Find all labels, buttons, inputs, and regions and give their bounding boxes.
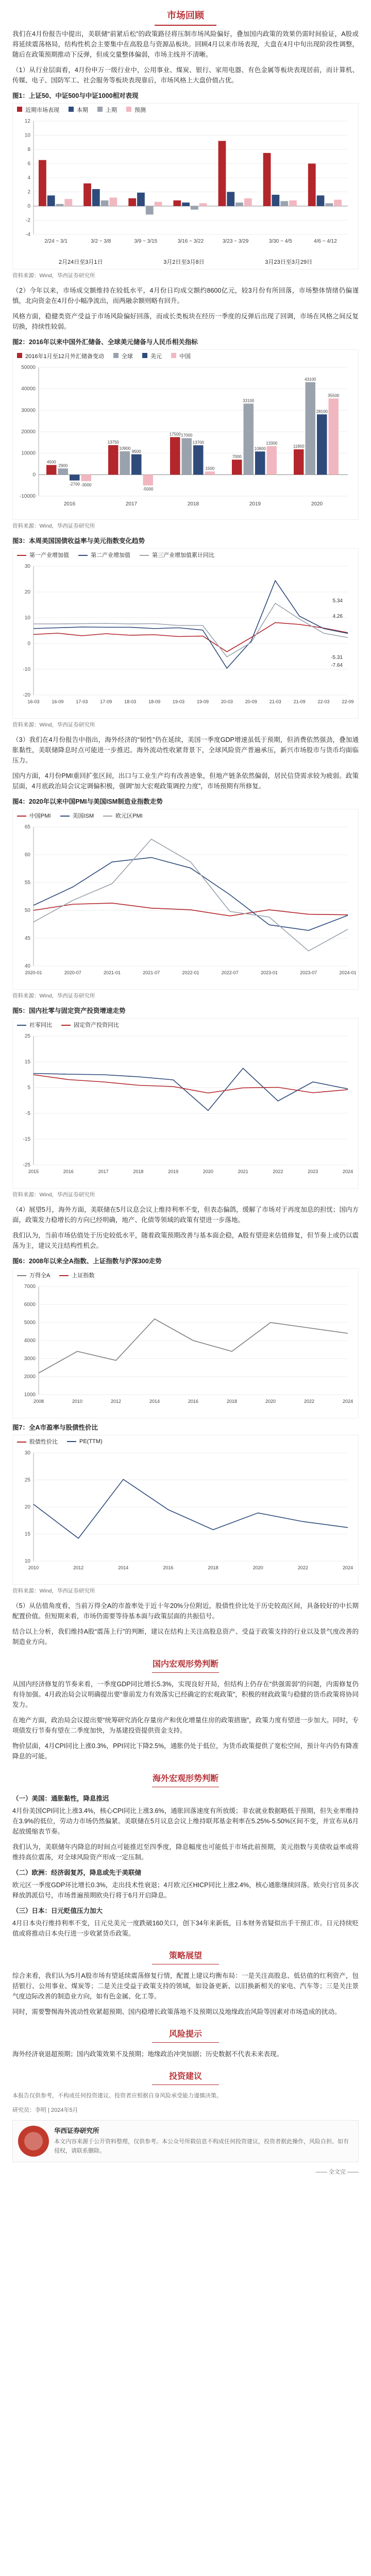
y-tick-label: 6 [27, 161, 30, 167]
bar [227, 192, 234, 207]
strategy-p1: 综合来看，我们认为5月A股市场有望延续震荡修复行情，配置上建议均衡布局：一是关注高股息、低估值的红利资产，包括银行、公用事业、煤炭等；二是关注受益于政策支持的领域，如设备更新、以旧换新相关的家电、汽车等；三是关注景气度边际改善的制造业方向，如有色金属、化工等。 [12, 1972, 359, 2000]
bar [120, 451, 130, 474]
y-tick-label: 2 [27, 189, 30, 195]
chart7-legend [13, 1435, 358, 1448]
y-tick-label: 0 [27, 204, 30, 209]
chart1-legend [13, 104, 358, 116]
fig3-source: 资料来源：Wind，华西证券研究所 [12, 722, 95, 728]
chart-1 [12, 103, 359, 269]
bar [39, 160, 46, 206]
y-tick-label: -10 [23, 667, 30, 672]
legend-item: 中国PMI [17, 811, 51, 820]
x-tick-label: 2019 [168, 1169, 179, 1174]
x-tick-label: 2022 [297, 1565, 308, 1570]
x-tick-label: 18-09 [148, 699, 161, 704]
x-tick-label: 2014 [118, 1565, 129, 1570]
y-tick-label: -5 [26, 1111, 30, 1116]
legend-item: 固定资产投资同比 [61, 1021, 119, 1029]
y-tick-label: 12 [24, 118, 30, 124]
bar [146, 206, 154, 215]
x-tick-label: 2014 [149, 1399, 160, 1404]
bar [170, 437, 180, 474]
y-tick-label: 30 [24, 564, 30, 569]
legend-item: 股债性价比 [17, 1437, 58, 1446]
section-title-risk: 风险提示 [12, 2027, 359, 2043]
overseas-p1: 4月份美国CPI同比上涨3.4%，核心CPI同比上涨3.6%，通胀回落速度有所放缓；非农就业数据略低于预期，但失业率维持在3.9%的低位，劳动力市场仍然偏紧。美联储在5月议息会议上维持联邦基金利率在5.25%-5.50%区间不变，并宣布从6月起放缓缩表节奏。 [12, 1807, 359, 1835]
x-tick-label: 2023 [308, 1169, 318, 1174]
x-tick-label: 2018 [133, 1169, 144, 1174]
x-tick-label: 17-09 [100, 699, 112, 704]
x-tick-label: 3/23 ~ 3/29 [222, 239, 249, 244]
x-tick-label: 3/16 ~ 3/22 [177, 239, 204, 244]
bar [267, 446, 277, 474]
x-tick-label: 2021-01 [103, 970, 121, 975]
annotation-label: -7.64 [331, 663, 343, 668]
bar [308, 164, 316, 207]
bar [317, 414, 327, 474]
x-tick-label: 2/24 ~ 3/1 [44, 239, 68, 244]
y-tick-label: 20000 [21, 429, 36, 435]
y-tick-label: 8 [27, 147, 30, 152]
y-tick-label: -4 [26, 232, 30, 238]
x-tick-label: 2020 [265, 1399, 276, 1404]
data-label: -5000 [143, 487, 154, 492]
x-tick-label: 2010 [72, 1399, 83, 1404]
y-tick-label: 2000 [24, 1374, 36, 1380]
series-line [33, 839, 348, 951]
legend-item: 本期 [69, 106, 88, 114]
bar [232, 460, 242, 474]
bar [131, 454, 142, 475]
overseas-subhead-3: （三）日本：日元贬值压力加大 [12, 1907, 103, 1914]
legend-item: 第三产业增加值累计同比 [140, 551, 214, 559]
bar [92, 189, 100, 206]
y-tick-label: 6000 [24, 1302, 36, 1308]
series-line [33, 857, 348, 930]
chart6-legend [13, 1269, 358, 1281]
chart-3 [12, 548, 359, 719]
y-tick-label: 25 [24, 1477, 30, 1483]
y-tick-label: 5 [27, 1085, 30, 1091]
y-tick-label: 25 [24, 1033, 30, 1039]
bar [263, 153, 271, 206]
chart1-svg [13, 116, 358, 255]
x-tick-label: 22-03 [317, 699, 330, 704]
bar [325, 204, 333, 207]
fig2-source: 资料来源：Wind，华西证券研究所 [12, 523, 95, 529]
section-title-disclaimer: 投资建议 [12, 2070, 359, 2085]
x-tick-label: 2022-01 [182, 970, 199, 975]
bar [306, 382, 316, 475]
y-tick-label: 3000 [24, 1356, 36, 1362]
bar [218, 141, 226, 207]
bar [81, 474, 92, 481]
fig4-title: 图4：2020年以来中国PMI与美国ISM制造业指数走势 [12, 798, 163, 805]
overseas-p3: 欧元区一季度GDP环比增长0.3%，走出技术性衰退；4月欧元区HICP同比上涨2.4%，核心通胀继续回落。欧央行官员多次释放鸽派信号，市场普遍预期欧央行将于6月开启降息。 [12, 1882, 359, 1899]
fig2-title: 图2：2016年以来中国外汇储备、全球美元储备与人民币相关指标 [12, 338, 198, 346]
legend-item: 中国 [171, 352, 191, 360]
x-tick-label: 19-09 [196, 699, 209, 704]
bar [244, 198, 252, 206]
bar [137, 193, 145, 206]
data-label: 13300 [266, 440, 278, 446]
series-line [33, 603, 348, 657]
x-tick-label: 2023-01 [260, 970, 278, 975]
x-tick-label: 2024-01 [339, 970, 357, 975]
fig7-title: 图7：全A市盈率与股债性价比 [12, 1424, 98, 1431]
fig5-title: 图5：国内社零与固定资产投资增速走势 [12, 1007, 126, 1014]
bar [101, 200, 109, 206]
bar [64, 199, 72, 206]
bar [83, 183, 91, 206]
x-tick-label: 22-09 [342, 699, 354, 704]
para1: （2）今年以来，市场成交额维持在较低水平，4月份日均成交额约8600亿元，较3月份有所回落，市场整体情绪仍偏谨慎，北向资金在4月份小幅净流出，而两融余额则略有回升。 [12, 287, 359, 304]
data-label: 4500 [46, 460, 56, 465]
data-label: 7000 [232, 454, 242, 460]
data-label: 43100 [305, 377, 316, 382]
data-label: 2900 [58, 463, 68, 468]
x-tick-label: 3/9 ~ 3/15 [134, 239, 158, 244]
x-tick-label: 2015 [28, 1169, 39, 1174]
y-tick-label: 1000 [24, 1392, 36, 1398]
x-tick-label: 16-09 [52, 699, 64, 704]
fig4-source: 资料来源：Wind，华西证券研究所 [12, 993, 95, 999]
legend-item: 社零同比 [17, 1021, 52, 1029]
x-tick-label: 20-03 [221, 699, 233, 704]
y-tick-label: 10000 [21, 450, 36, 456]
y-tick-label: 20 [24, 1504, 30, 1510]
bar [191, 206, 198, 210]
bar [255, 451, 265, 474]
x-tick-label: 2016 [63, 1169, 74, 1174]
legend-item: 上证指数 [59, 1271, 94, 1279]
data-label: 28100 [316, 409, 328, 414]
bar [173, 200, 181, 206]
data-label: 33100 [243, 398, 255, 403]
x-tick-label: 3/2 ~ 3/8 [91, 239, 111, 244]
x-tick-label: 2018 [226, 1399, 238, 1404]
bar [317, 195, 325, 206]
bar [272, 195, 280, 206]
x-tick-label: 2024 [342, 1565, 353, 1570]
y-tick-label: 0 [32, 472, 36, 478]
x-tick-label: 2016 [188, 1399, 199, 1404]
para7: （5）从估值角度看，当前万得全A的市盈率处于近十年20%分位附近，股债性价比处于历史较高区间，具备较好的中长期配置价值。但短期来看，市场仍需要等待基本面与政策层面的共振信号。 [12, 1602, 359, 1620]
x-tick-label: 2010 [28, 1565, 39, 1570]
chart1-group-label-1: 2月24日至3月1日 [58, 259, 103, 265]
annotation-label: -5.31 [331, 655, 343, 660]
bar [56, 204, 64, 206]
x-tick-label: 2022-07 [221, 970, 239, 975]
y-tick-label: 7000 [24, 1284, 36, 1290]
x-tick-label: 2018 [187, 501, 199, 507]
y-tick-label: 45 [24, 936, 30, 941]
bar [235, 202, 243, 206]
fig5-source: 资料来源：Wind，华西证券研究所 [12, 1192, 95, 1198]
data-label: 9500 [131, 449, 141, 454]
y-tick-label: 10 [24, 1558, 30, 1564]
bar [289, 200, 297, 206]
x-tick-label: 3/30 ~ 4/5 [268, 239, 292, 244]
bar [108, 445, 119, 474]
bar [205, 471, 215, 474]
overseas-p4: 4月日本央行维持利率不变，日元兑美元一度跌破160关口，创下34年来新低，日本财务省疑似出手干预汇市。日元持续贬值或将推动日本央行进一步收紧货币政策。 [12, 1920, 359, 1937]
x-tick-label: 2020-01 [25, 970, 42, 975]
data-label: 17000 [181, 433, 193, 438]
bar [47, 195, 55, 206]
bar [193, 445, 204, 474]
chart5-svg [13, 1031, 358, 1185]
legend-item: 欧元区PMI [103, 811, 143, 820]
x-tick-label: 21-09 [293, 699, 306, 704]
bar [280, 201, 288, 206]
y-tick-label: 15 [24, 1531, 30, 1537]
y-tick-label: 10 [24, 132, 30, 139]
legend-item: 美元 [142, 352, 162, 360]
intro-paragraph-1: 我们在4月份报告中提出，美联储“前紧后松”的政策路径将压制市场风险偏好，叠加国内政策的效果仍需时间验证，A股或将延续震荡格局，结构性机会主要集中在高股息与资源品板块。回顾4月以来市场表现，大盘在4月中旬出现阶段性调整，随后在政策预期推动下反弹，但成交量整体偏弱，市场主线并不清晰。 [12, 30, 359, 58]
y-tick-label: 0 [27, 641, 30, 647]
bar [334, 200, 342, 206]
footer-tag: 研究员：李明 | 2024年5月 [12, 2107, 78, 2113]
data-label: 17500 [169, 432, 181, 437]
policy-p2: 在地产方面，政治局会议提出要“统筹研究消化存量房产和优化增量住房的政策措施”，政策力度有望进一步加大。同时，专项债发行节奏有望在二季度加快，为基建投资提供资金支持。 [12, 1717, 359, 1734]
x-tick-label: 20-09 [245, 699, 257, 704]
legend-item: 近期市场表现 [17, 106, 59, 114]
series-line [33, 1479, 348, 1538]
para2: 风格方面，稳健类资产受益于市场风险偏好回落，而成长类板块在经历一季度的反弹后出现了回调，市场在风格之间反复切换，持续性较弱。 [12, 313, 359, 330]
x-tick-label: 2024 [342, 1399, 353, 1404]
legend-item: 万得全A [17, 1271, 50, 1279]
chart6-svg [13, 1281, 358, 1415]
chart1-group-label-2: 3月2日至3月8日 [163, 259, 205, 265]
legend-item: 预测 [126, 106, 146, 114]
y-tick-label: 60 [24, 852, 30, 858]
legend-item: PE(TTM) [67, 1438, 103, 1445]
legend-item: 第二产业增加值 [78, 551, 130, 559]
header-title: 市场回顾 [0, 0, 371, 29]
y-tick-label: 4 [27, 175, 30, 181]
risk-p1: 海外经济衰退超预期；国内政策效果不及预期；地缘政治冲突加剧；历史数据不代表未来表现。 [12, 2050, 283, 2058]
data-label: 1500 [205, 466, 215, 471]
footer-card-text: 本文内容来源于公开资料整理，仅供参考。本公众号所载信息不构成任何投资建议，投资者据此操作，风险自担。如有侵权，请联系删除。 [54, 2139, 349, 2154]
x-tick-label: 18-03 [124, 699, 137, 704]
data-label: 10900 [119, 446, 131, 451]
disclaimer-p1: 本报告仅供参考，不构成任何投资建议。投资者应根据自身风险承受能力谨慎决策。 [12, 2093, 222, 2099]
fig7-source: 资料来源：Wind，华西证券研究所 [12, 1588, 95, 1594]
y-tick-label: 50 [24, 908, 30, 913]
chart5-legend [13, 1019, 358, 1031]
x-tick-label: 2020 [252, 1565, 263, 1570]
para3: （3）我们在4月份报告中指出，海外经济的“韧性”仍在延续，美国一季度GDP增速虽低于预期，但消费依然强劲，叠加通胀黏性，美联储降息时点可能进一步推迟。海外流动性收紧背景下，全球风险资产普遍承压，新兴市场股市与货币均面临压力。 [12, 736, 359, 764]
y-tick-label: 65 [24, 824, 30, 830]
section-title-policy: 国内宏观形势判断 [12, 1657, 359, 1673]
data-label: 13750 [107, 440, 119, 445]
footer-card [12, 2120, 359, 2162]
x-tick-label: 2012 [110, 1399, 122, 1404]
bar [155, 202, 162, 206]
chart-5 [12, 1018, 359, 1189]
bar [199, 204, 207, 207]
bar [294, 449, 304, 474]
legend-item: 全球 [113, 352, 133, 360]
x-tick-label: 2017 [98, 1169, 109, 1174]
x-tick-label: 19-03 [173, 699, 185, 704]
strategy-p2: 同时，需要警惕海外流动性收紧超预期、国内稳增长政策落地不及预期以及地缘政治风险等因素对市场造成的扰动。 [12, 2008, 341, 2015]
bar [244, 403, 254, 474]
x-tick-label: 21-03 [269, 699, 281, 704]
data-label: -2700 [69, 482, 80, 487]
x-tick-label: 2022 [303, 1399, 315, 1404]
series-line [39, 1319, 348, 1373]
end-text: —— 全文完 —— [315, 2169, 359, 2175]
y-tick-label: -20 [23, 692, 30, 698]
bar [128, 198, 136, 206]
series-line [33, 903, 348, 916]
chart-6 [12, 1268, 359, 1418]
legend-item: 上期 [97, 106, 117, 114]
x-tick-label: 2019 [249, 501, 261, 507]
para5: （4）展望5月，海外方面，美联储在5月议息会议上维持利率不变，但表态偏鸽，缓解了市场对于再度加息的担忧；国内方面，政策发力稳增长的方向已经明确，地产、化债等领域的政策有望进一步落地。 [12, 1206, 359, 1224]
x-tick-label: 2021-07 [143, 970, 160, 975]
y-tick-label: 30000 [21, 408, 36, 414]
chart1-group-labels [13, 258, 358, 269]
overseas-subhead-1: （一）美国：通胀黏性，降息推迟 [12, 1795, 109, 1802]
fig6-title: 图6：2008年以来全A指数、上证指数与沪深300走势 [12, 1258, 162, 1265]
legend-item: 第一产业增加值 [17, 551, 69, 559]
chart2-svg [13, 362, 358, 517]
para8: 结合以上分析，我们维持A股“震荡上行”的判断，建议在结构上关注高股息资产、受益于政策支持的行业以及景气度改善的制造业方向。 [12, 1628, 359, 1646]
bar [143, 474, 154, 485]
policy-p1: 从国内经济修复的节奏来看，一季度GDP同比增长5.3%，实现良好开局，但结构上仍存在“供强需弱”的问题，内需修复仍有待加强。4月政治局会议明确提出要“靠前发力有效落实已经确定的宏观政策”，积极的财政政策与稳健的货币政策将协同发力。 [12, 1681, 359, 1708]
annotation-label: 5.34 [332, 598, 343, 604]
intro-section [0, 29, 371, 2177]
data-label: 11800 [293, 444, 305, 449]
x-tick-label: 2020 [203, 1169, 213, 1174]
overseas-p2: 我们认为，美联储年内降息的时间点可能推迟至四季度，降息幅度也可能低于市场此前预期，美元指数与美债收益率或将维持高位震荡，对全球风险资产形成一定压制。 [12, 1843, 359, 1861]
x-tick-label: 2020 [311, 501, 323, 507]
x-tick-label: 2023-07 [300, 970, 317, 975]
bar [110, 198, 117, 207]
bar [70, 474, 80, 480]
footer-card-title: 华西证券研究所 [54, 2127, 99, 2134]
data-label: 35500 [328, 393, 340, 398]
para6: 我们认为，当前市场估值处于历史较低水平，随着政策预期改善与基本面企稳，A股有望迎来估值修复，但节奏上或仍以震荡为主，建议关注结构性机会。 [12, 1232, 359, 1249]
y-tick-label: 40000 [21, 386, 36, 392]
intro-paragraph-2: （1）从行业层面看，4月份申万一级行业中，公用事业、煤炭、银行、家用电器、有色金属等板块表现居前，而计算机、传媒、电子、国防军工、社会服务等板块表现靠后，市场风格上大盘价值占优。 [12, 66, 359, 84]
annotation-label: 4.26 [332, 614, 343, 619]
y-tick-label: 40 [24, 963, 30, 969]
data-label: 10800 [254, 446, 266, 451]
overseas-subhead-2: （二）欧洲：经济弱复苏，降息或先于美联储 [12, 1869, 142, 1876]
bar [329, 398, 339, 474]
y-tick-label: -10000 [19, 494, 36, 499]
fig1-title: 图1：上证50、中证500与中证1000相对表现 [12, 92, 139, 99]
section-title-overseas: 海外宏观形势判断 [12, 1772, 359, 1787]
data-label: 13700 [192, 440, 204, 445]
x-tick-label: 16-03 [27, 699, 40, 704]
x-tick-label: 2020-07 [64, 970, 81, 975]
chart-7 [12, 1435, 359, 1585]
x-tick-label: 2022 [273, 1169, 283, 1174]
y-tick-label: 4000 [24, 1338, 36, 1344]
y-tick-label: 5000 [24, 1320, 36, 1326]
y-tick-label: 30 [24, 1450, 30, 1456]
chart-4 [12, 809, 359, 990]
chart-2 [12, 349, 359, 520]
legend-item: 美国ISM [60, 811, 94, 820]
bar [46, 465, 57, 475]
x-tick-label: 2018 [208, 1565, 218, 1570]
chart3-svg [13, 561, 358, 716]
x-tick-label: 2024 [342, 1169, 353, 1174]
y-tick-label: -2 [26, 217, 30, 224]
para4: 国内方面，4月份PMI重回扩张区间，出口与工业生产均有改善迹象，但地产链条依然偏弱，居民信贷需求较为疲弱。政策层面，4月底政治局会议定调偏积极，强调“加大宏观政策调控力度”，市场预期有所修复。 [12, 772, 359, 790]
x-tick-label: 4/6 ~ 4/12 [314, 239, 337, 244]
x-tick-label: 2021 [238, 1169, 248, 1174]
y-tick-label: -25 [23, 1162, 30, 1168]
y-tick-label: 10 [24, 615, 30, 621]
y-tick-label: -15 [23, 1137, 30, 1142]
y-tick-label: 15 [24, 1059, 30, 1065]
fig3-title: 图3：本周美国国债收益率与美元指数变化趋势 [12, 537, 145, 545]
chart2-legend [13, 350, 358, 362]
data-label: -3000 [81, 482, 92, 487]
x-tick-label: 2008 [33, 1399, 44, 1404]
x-tick-label: 2016 [63, 501, 76, 507]
section-title-strategy: 策略展望 [12, 1949, 359, 1964]
chart4-svg [13, 822, 358, 987]
x-tick-label: 2017 [125, 501, 138, 507]
chart1-group-label-3: 3月23日至3月29日 [265, 259, 313, 265]
x-tick-label: 2012 [73, 1565, 84, 1570]
y-tick-label: 55 [24, 880, 30, 886]
y-tick-label: 20 [24, 589, 30, 595]
avatar [18, 2126, 49, 2157]
x-tick-label: 17-03 [76, 699, 88, 704]
chart4-legend [13, 809, 358, 822]
x-tick-label: 2016 [163, 1565, 174, 1570]
series-line [33, 1075, 348, 1093]
chart7-svg [13, 1448, 358, 1582]
chart3-legend [13, 549, 358, 561]
bar [182, 438, 192, 475]
policy-p3: 物价层面，4月CPI同比上涨0.3%，PPI同比下降2.5%，通胀仍处于低位，为货币政策提供了宽松空间，预计年内仍有降准降息的可能。 [12, 1742, 359, 1760]
bar [182, 202, 190, 206]
y-tick-label: 50000 [21, 365, 36, 370]
bar [58, 468, 69, 474]
legend-item: 2016年1月至12月外汇储备变动 [17, 352, 104, 360]
fig1-source: 资料来源：Wind，华西证券研究所 [12, 273, 95, 279]
